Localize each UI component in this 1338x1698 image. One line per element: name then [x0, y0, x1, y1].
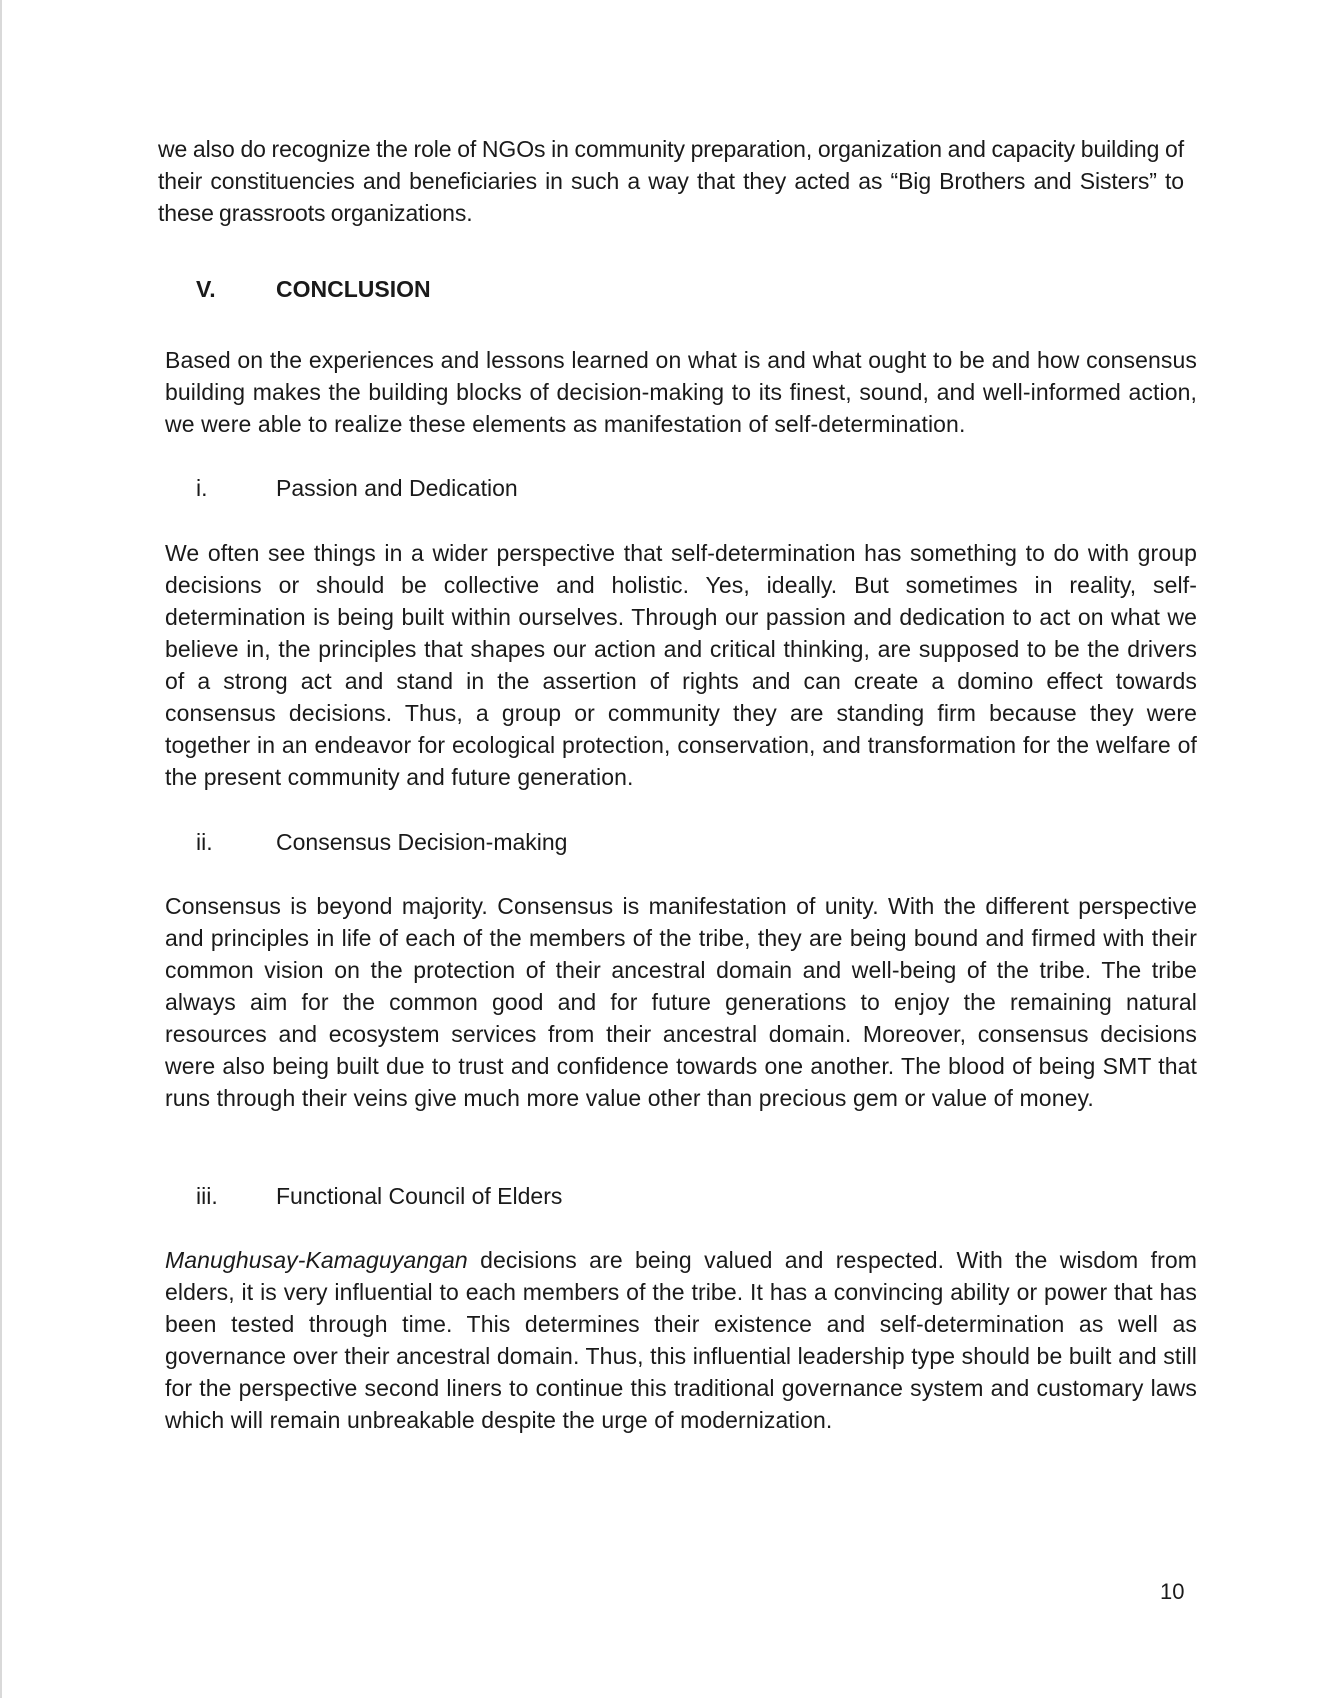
- section-number: V.: [196, 276, 216, 302]
- conclusion-paragraph: Based on the experiences and lessons learned on what is and what ought to be and how consensus building makes the building blocks of decision-making to its finest, sound, and well-informed action, we were able to realize these elements as manifestation of self-determination.: [165, 347, 1197, 437]
- consensus-paragraph: Consensus is beyond majority. Consensus is manifestation of unity. With the different perspective and principles in life of each of the members of the tribe, they are being bound and firmed with their common vision on the protection of their ancestral domain and well-being of the tribe. The tribe always aim for the common good and for future generations to enjoy the remaining natural resources and ecosystem services from their ancestral domain. Moreover, consensus decisions were also being built due to trust and confidence towards one another. The blood of being SMT that runs through their veins give much more value other than precious gem or value of money.: [165, 893, 1197, 1111]
- intro-paragraph: we also do recognize the role of NGOs in community preparation, organization and capacity building of their constituencies and beneficiaries in such a way that they acted as “Big Brothers and Sisters” to these grassroots organizations.: [158, 136, 1184, 226]
- page-number: 10: [1160, 1579, 1185, 1604]
- subsection-number: i.: [196, 475, 208, 501]
- council-paragraph-text: decisions are being valued and respected. With the wisdom from elders, it is very influential to each members of the tribe. It has a convincing ability or power that has been tested through time. This determines their existence and self-determination as well as governance over their ancestral domain. Thus, this influential leadership type should be built and still for the perspective second liners to continue this traditional governance system and customary laws which will remain unbreakable despite the urge of modernization.: [165, 1247, 1197, 1433]
- subsection-number: ii.: [196, 829, 213, 855]
- subsection-title: Functional Council of Elders: [276, 1183, 563, 1209]
- passion-paragraph: We often see things in a wider perspective that self-determination has something to do with group decisions or should be collective and holistic. Yes, ideally. But sometimes in reality, self-determination is being built within ourselves. Through our passion and dedication to act on what we believe in, the principles that shapes our action and critical thinking, are supposed to be the drivers of a strong act and stand in the assertion of rights and can create a domino effect towards consensus decisions. Thus, a group or community they are standing firm because they were together in an endeavor for ecological protection, conservation, and transformation for the welfare of the present community and future generation.: [165, 540, 1197, 790]
- page-edge-divider: [0, 0, 2, 1698]
- subsection-title: Passion and Dedication: [276, 475, 518, 501]
- subsection-number: iii.: [196, 1183, 218, 1209]
- section-title: CONCLUSION: [276, 276, 431, 302]
- council-paragraph-italic-term: Manughusay-Kamaguyangan: [165, 1247, 468, 1273]
- council-paragraph: [165, 1244, 1197, 1436]
- subsection-title: Consensus Decision-making: [276, 829, 568, 855]
